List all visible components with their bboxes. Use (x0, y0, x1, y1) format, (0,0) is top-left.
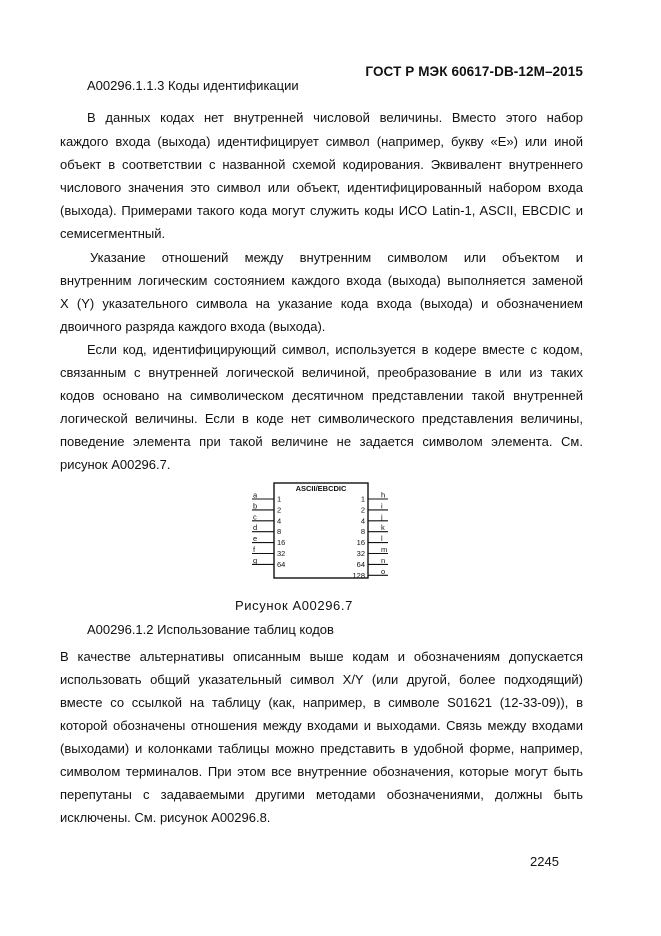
paragraph-line: которой обозначены отношения между входами и выходами. Связь между входами (60, 718, 583, 733)
output-letter-label: i (381, 501, 383, 511)
figure-ascii-ebcdic-coder (246, 480, 396, 586)
output-weight-label: 32 (356, 549, 365, 558)
section-heading-code-tables: A00296.1.2 Использование таблиц кодов (87, 622, 334, 637)
paragraph-line: рисунок A00296.7. (60, 457, 171, 472)
input-weight-label: 64 (277, 559, 286, 569)
output-weight-label: 8 (360, 527, 365, 537)
output-letter-label: m (381, 545, 388, 554)
output-weight-label: 2 (360, 505, 365, 515)
paragraph-line: исключены. См. рисунок A00296.8. (60, 810, 271, 825)
paragraph-line: Если код, идентифицирующий символ, используется в кодере вместе с кодом, (87, 342, 583, 357)
input-weight-label: 2 (277, 505, 282, 515)
output-terminals (352, 491, 388, 580)
paragraph-line: связанным с внутренней логической величиной, преобразование в или из таких (60, 365, 583, 380)
input-letter-label: d (253, 523, 258, 533)
input-weight-label: 8 (277, 527, 282, 537)
coder-symbol-diagram (246, 480, 396, 586)
input-weight-label: 1 (277, 494, 282, 504)
page-number: 2245 (530, 854, 559, 869)
coder-box (274, 483, 368, 578)
input-weight-label: 32 (277, 549, 286, 558)
paragraph-line: (выхода). Примерами такого кода могут служить коды ИСО Latin-1, ASCII, EBCDIC и (60, 203, 583, 218)
paragraph-line: поведение элемента при такой величине не задается символом элемента. См. (60, 434, 583, 449)
paragraph-line: символом терминалов. При этом все внутренние обозначения, которые могут быть (60, 764, 583, 779)
input-letter-label: b (253, 501, 258, 511)
input-letter-label: a (253, 490, 258, 500)
paragraph-line: Указание отношений между внутренним символом или объектом и (90, 250, 583, 265)
input-letter-label: f (253, 545, 256, 554)
paragraph-line: объект в соответствии с названной схемой кодирования. Эквивалент внутреннего (60, 157, 583, 172)
paragraph-line: двоичного разряда каждого входа (выхода). (60, 319, 326, 334)
output-weight-label: 1 (360, 494, 365, 504)
input-letter-label: g (253, 555, 258, 565)
output-letter-label: k (381, 523, 385, 533)
paragraph-line: кодов основано на символическом десятичном представлении такой внутренней (60, 388, 583, 403)
output-weight-label: 64 (356, 559, 365, 569)
output-letter-label: n (381, 555, 386, 565)
input-weight-label: 16 (277, 538, 286, 548)
output-weight-label: 128 (352, 570, 365, 580)
paragraph-line: В данных кодах нет внутренней числовой величины. Вместо этого набор (87, 110, 583, 125)
output-letter-label: j (381, 512, 383, 522)
paragraph-line: внутренним логическим состоянием каждого входа (выхода) выполняется заменой (60, 273, 583, 288)
output-weight-label: 16 (356, 538, 365, 548)
paragraph-line: (выходами) и колонками таблицы можно представить в удобной форме, например, (60, 741, 583, 756)
input-letter-label: c (253, 512, 257, 522)
paragraph-line: использовать общий указательный символ X/Y (или другой, более подходящий) (60, 672, 583, 687)
paragraph-line: семисегментный. (60, 226, 166, 241)
document-code-header: ГОСТ Р МЭК 60617-DB-12M–2015 (365, 64, 583, 79)
paragraph-line: логической величины. Если в коде нет символического представления величины, (60, 411, 583, 426)
input-terminals (252, 491, 285, 569)
output-letter-label: h (381, 490, 386, 500)
paragraph-line: числового значения это символ или объект, идентифицированный набором входа (60, 180, 583, 195)
output-letter-label: o (381, 566, 386, 576)
output-weight-label: 4 (360, 516, 365, 526)
paragraph-line: перепутаны с задаваемыми другими методами обозначениями, должны быть (60, 787, 583, 802)
paragraph-line: X (Y) указательного символа на указание кода входа (выхода) и обозначением (60, 296, 583, 311)
paragraph-line: каждого входа (выхода) идентифицирует символ (например, букву «E») или иной (60, 134, 583, 149)
figure-caption: Рисунок A00296.7 (235, 598, 353, 613)
input-letter-label: e (253, 534, 258, 544)
output-letter-label: l (381, 534, 383, 544)
paragraph-line: вместе со ссылкой на таблицу (как, например, в символе S01621 (12-33-09)), в (60, 695, 583, 710)
coder-title: ASCII/EBCDIC (295, 484, 347, 493)
paragraph-line: В качестве альтернативы описанным выше кодам и обозначениям допускается (60, 649, 583, 664)
section-heading-identification-codes: A00296.1.1.3 Коды идентификации (87, 78, 299, 93)
input-weight-label: 4 (277, 516, 282, 526)
